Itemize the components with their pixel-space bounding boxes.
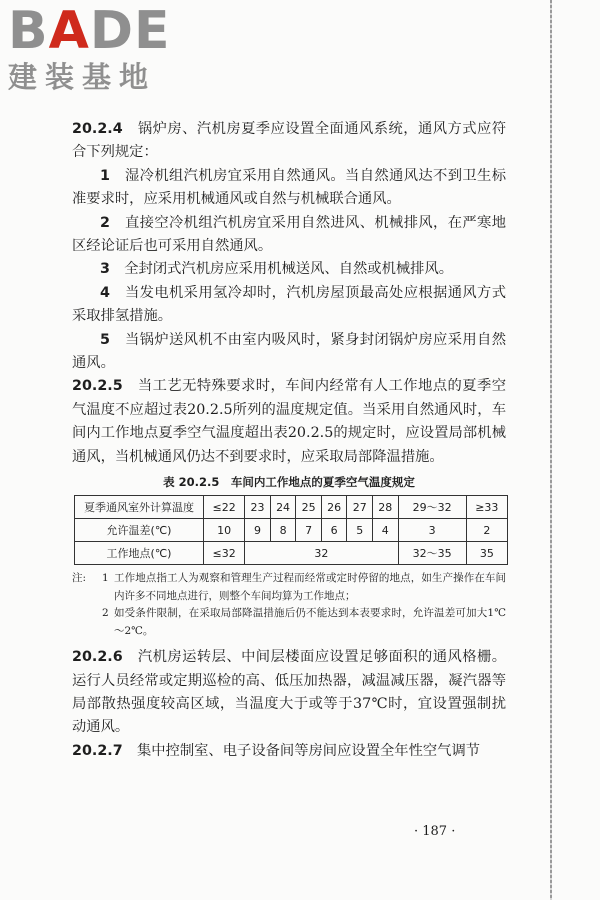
item-text: 当发电机采用氢冷却时，汽机房屋顶最高处应根据通风方式采取排氢措施。 <box>72 284 507 325</box>
logo-letters-de: DE <box>89 1 171 61</box>
list-item <box>72 165 506 212</box>
list-item <box>72 329 506 376</box>
table-cell: 29～32 <box>398 496 466 519</box>
item-text: 当锅炉送风机不由室内吸风时，紧身封闭锅炉房应采用自然通风。 <box>72 331 507 372</box>
logo-letter-a: A <box>48 1 90 61</box>
logo-letters-b: B <box>8 1 49 61</box>
item-number: 3 <box>100 261 110 278</box>
note-number: 2 <box>102 607 109 620</box>
table-cell: ≤22 <box>204 496 245 519</box>
table-cell: 26 <box>321 496 347 519</box>
list-item <box>72 212 506 259</box>
note-row <box>72 570 506 605</box>
item-number: 5 <box>100 331 110 348</box>
table-cell: 24 <box>270 496 296 519</box>
item-number: 1 <box>100 167 110 184</box>
clause-text: 当工艺无特殊要求时，车间内经常有人工作地点的夏季空气温度不应超过表20.2.5所列的温度规定值。当采用自然通风时，车间内工作地点夏季空气温度超出表20.2.5的规定时，应设置局部机械通风，当机械通风仍达不到要求时，应采取局部降温措施。 <box>72 378 507 465</box>
table-cell: 23 <box>245 496 271 519</box>
item-number: 4 <box>100 284 110 301</box>
logo-brand <box>8 1 171 61</box>
table-cell: 5 <box>347 519 373 542</box>
table-cell: 25 <box>296 496 322 519</box>
item-text: 全封闭式汽机房应采用机械送风、自然或机械排风。 <box>124 261 454 278</box>
page-content <box>72 118 506 763</box>
table-cell: 28 <box>372 496 398 519</box>
item-text: 直接空冷机组汽机房宜采用自然进风、机械排风，在严寒地区经论证后也可采用自然通风。 <box>72 214 507 255</box>
clause-20-2-6 <box>72 646 506 740</box>
note-label-spacer <box>72 605 102 640</box>
list-item <box>72 282 506 329</box>
table-cell: 35 <box>466 542 507 565</box>
bade-logo <box>8 1 171 94</box>
table-notes <box>72 570 506 640</box>
table-row <box>75 496 508 519</box>
note-row <box>72 605 506 640</box>
note-label: 注: <box>72 572 87 585</box>
table-cell: 4 <box>372 519 398 542</box>
table-cell: 3 <box>398 519 466 542</box>
logo-subtitle: 建装基地 <box>8 60 157 94</box>
clause-20-2-5 <box>72 375 506 469</box>
table-header-cell: 夏季通风室外计算温度 <box>75 496 204 519</box>
clause-20-2-7 <box>72 740 506 763</box>
clause-text: 锅炉房、汽机房夏季应设置全面通风系统，通风方式应符合下列规定： <box>72 121 507 161</box>
table-row <box>75 542 508 565</box>
clause-20-2-4 <box>72 118 506 165</box>
page-number: · 187 · <box>414 824 456 839</box>
clause-number: 20.2.7 <box>72 742 123 759</box>
clause-text: 集中控制室、电子设备间等房间应设置全年性空气调节 <box>136 742 481 759</box>
table-header-cell: 工作地点(℃) <box>75 542 204 565</box>
table-cell: 10 <box>204 519 245 542</box>
table-cell: 27 <box>347 496 373 519</box>
list-item <box>72 258 506 281</box>
clause-text: 汽机房运转层、中间层楼面应设置足够面积的通风格栅。运行人员经常或定期巡检的高、低压加热器，减温减压器，凝汽器等局部散热强度较高区域，当温度大于或等于37℃时，宜设置强制扰动通风。 <box>72 649 507 736</box>
table-cell: ≤32 <box>204 542 245 565</box>
table-cell: 9 <box>245 519 271 542</box>
table-header-cell: 允许温差(℃) <box>75 519 204 542</box>
note-text: 工作地点指工人为观察和管理生产过程而经常或定时停留的地点，如生产操作在车间内许多不同地点进行，则整个车间均算为工作地点； <box>114 572 506 602</box>
clause-number: 20.2.4 <box>72 121 123 137</box>
clause-number: 20.2.6 <box>72 649 123 666</box>
item-number: 2 <box>100 214 110 231</box>
table-caption: 表 20.2.5 车间内工作地点的夏季空气温度规定 <box>163 475 415 490</box>
temperature-table <box>74 495 508 565</box>
table-cell: 2 <box>466 519 507 542</box>
table-cell: ≥33 <box>466 496 507 519</box>
clause-number: 20.2.5 <box>72 378 123 395</box>
table-cell: 6 <box>321 519 347 542</box>
table-row <box>75 519 508 542</box>
table-cell: 8 <box>270 519 296 542</box>
note-text: 如受条件限制，在采取局部降温措施后仍不能达到本表要求时，允许温差可加大1℃～2℃。 <box>114 607 506 637</box>
table-cell: 32～35 <box>398 542 466 565</box>
note-number: 1 <box>102 572 109 585</box>
page-edge-line <box>550 0 552 900</box>
item-text: 湿冷机组汽机房宜采用自然通风。当自然通风达不到卫生标准要求时，应采用机械通风或自然与机械联合通风。 <box>72 167 507 208</box>
table-cell: 32 <box>245 542 398 565</box>
table-cell: 7 <box>296 519 322 542</box>
